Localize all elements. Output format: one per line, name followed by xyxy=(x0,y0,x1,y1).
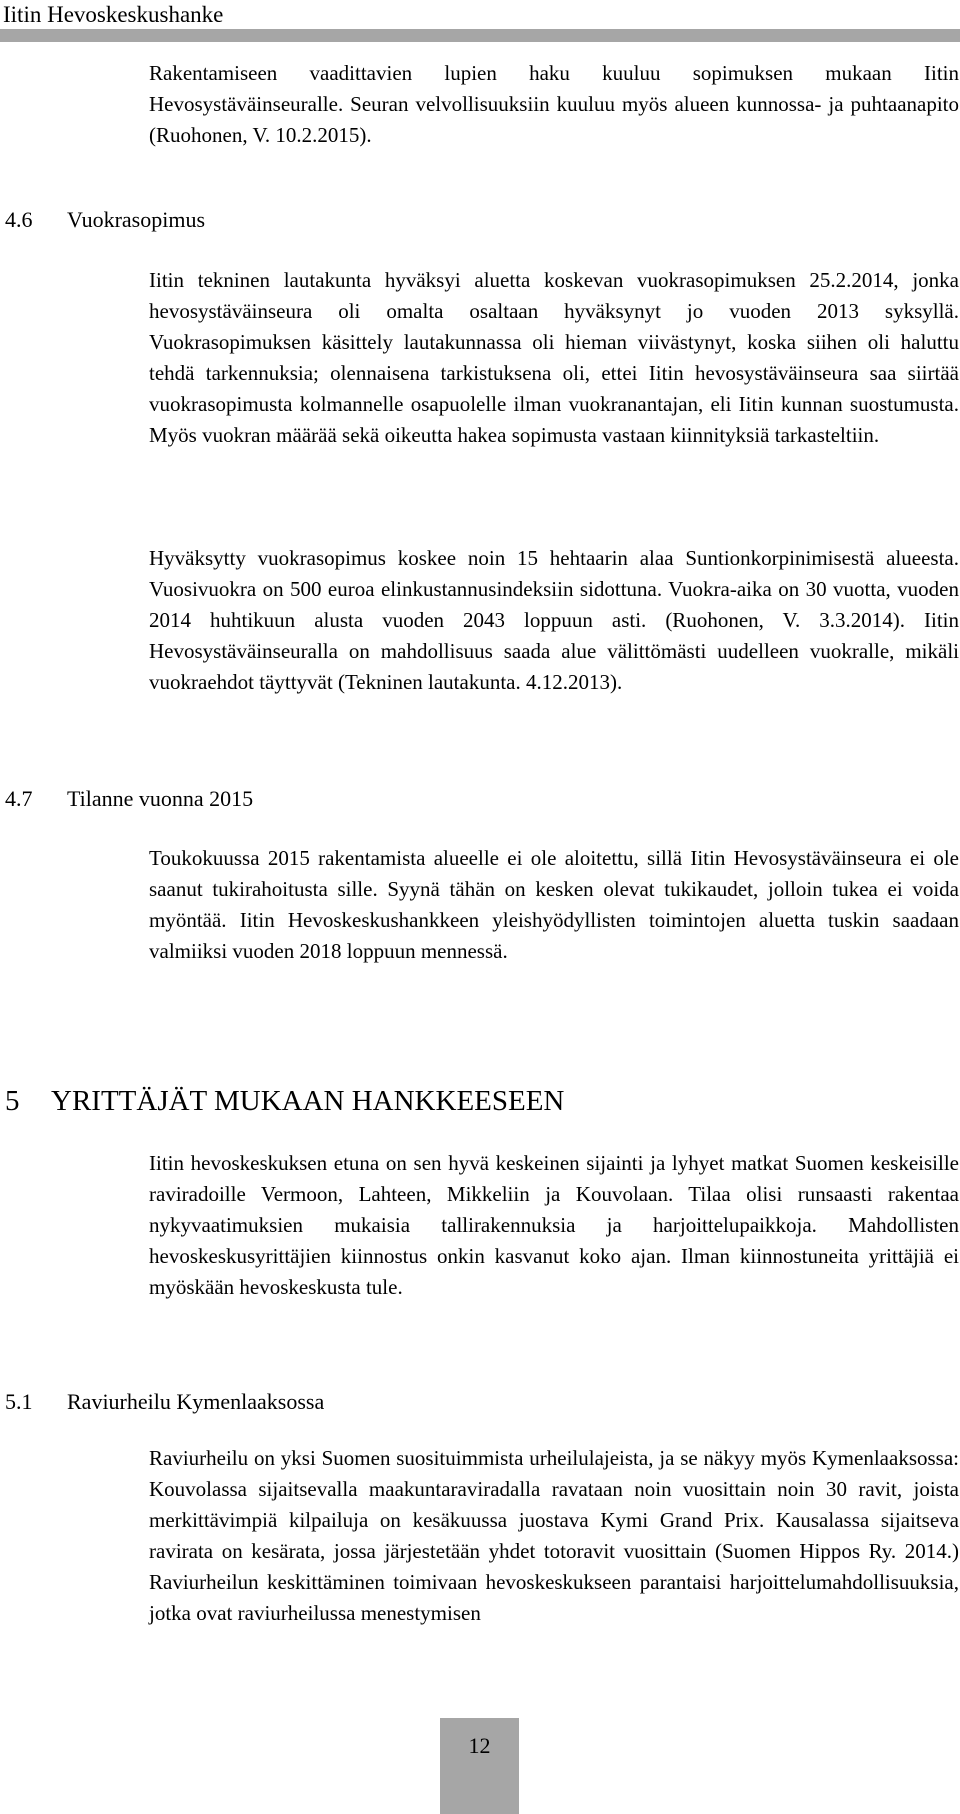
section-heading-4-7 xyxy=(5,784,253,814)
header-title: Iitin Hevoskeskushanke xyxy=(3,2,224,27)
section-number: 4.6 xyxy=(5,207,33,232)
section-title: Tilanne vuonna 2015 xyxy=(67,786,254,811)
paragraph-vuokrasopimus-1: Iitin tekninen lautakunta hyväksyi aluetta koskevan vuokrasopimuksen 25.2.2014, jonka hevosystäväinseura oli omalta osaltaan hyväksynyt jo vuoden 2013 syksyllä. Vuokrasopimuksen käsittely lautakunnassa oli hieman viivästynyt, koska siihen oli haluttu tehdä tarkennuksia; olennaisena tarkistuksena oli, ettei Iitin hevosystäväinseura saa siirtää vuokrasopimusta kolmannelle osapuolelle ilman vuokranantajan, eli Iitin kunnan suostumusta. Myös vuokran määrää sekä oikeutta hakea sopimusta vastaan kiinnityksiä tarkasteltiin. xyxy=(149,268,959,447)
section-number: 4.7 xyxy=(5,786,33,811)
section-title: Raviurheilu Kymenlaaksossa xyxy=(67,1389,325,1414)
paragraph-vuokrasopimus-2: Hyväksytty vuokrasopimus koskee noin 15 hehtaarin alaa Suntionkorpinimisestä alueesta. Vuosivuokra on 500 euroa elinkustannusindeksiin sidottuna. Vuokra-aika on 30 vuotta, vuoden 2014 huhtikuun alusta vuoden 2043 loppuun asti. (Ruohonen, V. 3.3.2014). Iitin Hevosystäväinseuralla on mahdollisuus saada alue välittömästi uudelleen vuokralle, mikäli vuokraehdot täyttyvät (Tekninen lautakunta. 4.12.2013). xyxy=(149,546,959,694)
section-heading-5-1 xyxy=(5,1387,324,1417)
section-title: Vuokrasopimus xyxy=(67,207,206,232)
section-heading-4-6 xyxy=(5,205,205,235)
chapter-number: 5 xyxy=(5,1085,20,1117)
intro-paragraph: Rakentamiseen vaadittavien lupien haku kuuluu sopimuksen mukaan Iitin Hevosystäväinseuralle. Seuran velvollisuuksiin kuuluu myös alueen kunnossa- ja puhtaanapito (Ruohonen, V. 10.2.2015). xyxy=(149,61,959,147)
page-header xyxy=(0,0,960,36)
page-number-box xyxy=(440,1718,519,1814)
chapter-heading-5 xyxy=(5,1084,564,1118)
paragraph-raviurheilu: Raviurheilu on yksi Suomen suosituimmista urheilulajeista, ja se näkyy myös Kymenlaaksossa: Kouvolassa sijaitsevalla maakuntaraviradalla ravataan noin vuosittain noin 30 ravit, joista merkittävimpiä kilpailuja on kesäkuussa juostava Kymi Grand Prix. Kausalassa sijaitseva ravirata on kesärata, jossa järjestetään yhdet totoravit vuosittain (Suomen Hippos Ry. 2014.) Raviurheilun keskittäminen toimivaan hevoskeskukseen parantaisi harjoittelumahdollisuuksia, jotka ovat raviurheilussa menestymisen xyxy=(149,1446,959,1625)
paragraph-yrittajat: Iitin hevoskeskuksen etuna on sen hyvä keskeinen sijainti ja lyhyet matkat Suomen keskeisille raviradoille Vermoon, Lahteen, Mikkeliin ja Kouvolaan. Tilaa olisi runsaasti rakentaa nykyvaatimuksien mukaisia tallirakennuksia ja harjoittelupaikkoja. Mahdollisten hevoskeskusyrittäjien kiinnostus onkin kasvanut koko ajan. Ilman kiinnostuneita yrittäjiä ei myöskään hevoskeskusta tule. xyxy=(149,1151,959,1299)
section-number: 5.1 xyxy=(5,1389,33,1414)
paragraph-tilanne-2015: Toukokuussa 2015 rakentamista alueelle ei ole aloitettu, sillä Iitin Hevosystäväinseura ei ole saanut tukirahoitusta sille. Syynä tähän on kesken olevat tukikaudet, jolloin tukea ei voida myöntää. Iitin Hevoskeskushankkeen yleishyödyllisten toimintojen aluetta tuskin saadaan valmiiksi vuoden 2018 loppuun mennessä. xyxy=(149,846,959,963)
chapter-title: YRITTÄJÄT MUKAAN HANKKEESEEN xyxy=(51,1085,565,1117)
header-rule xyxy=(0,29,960,42)
page-number: 12 xyxy=(468,1733,491,1758)
